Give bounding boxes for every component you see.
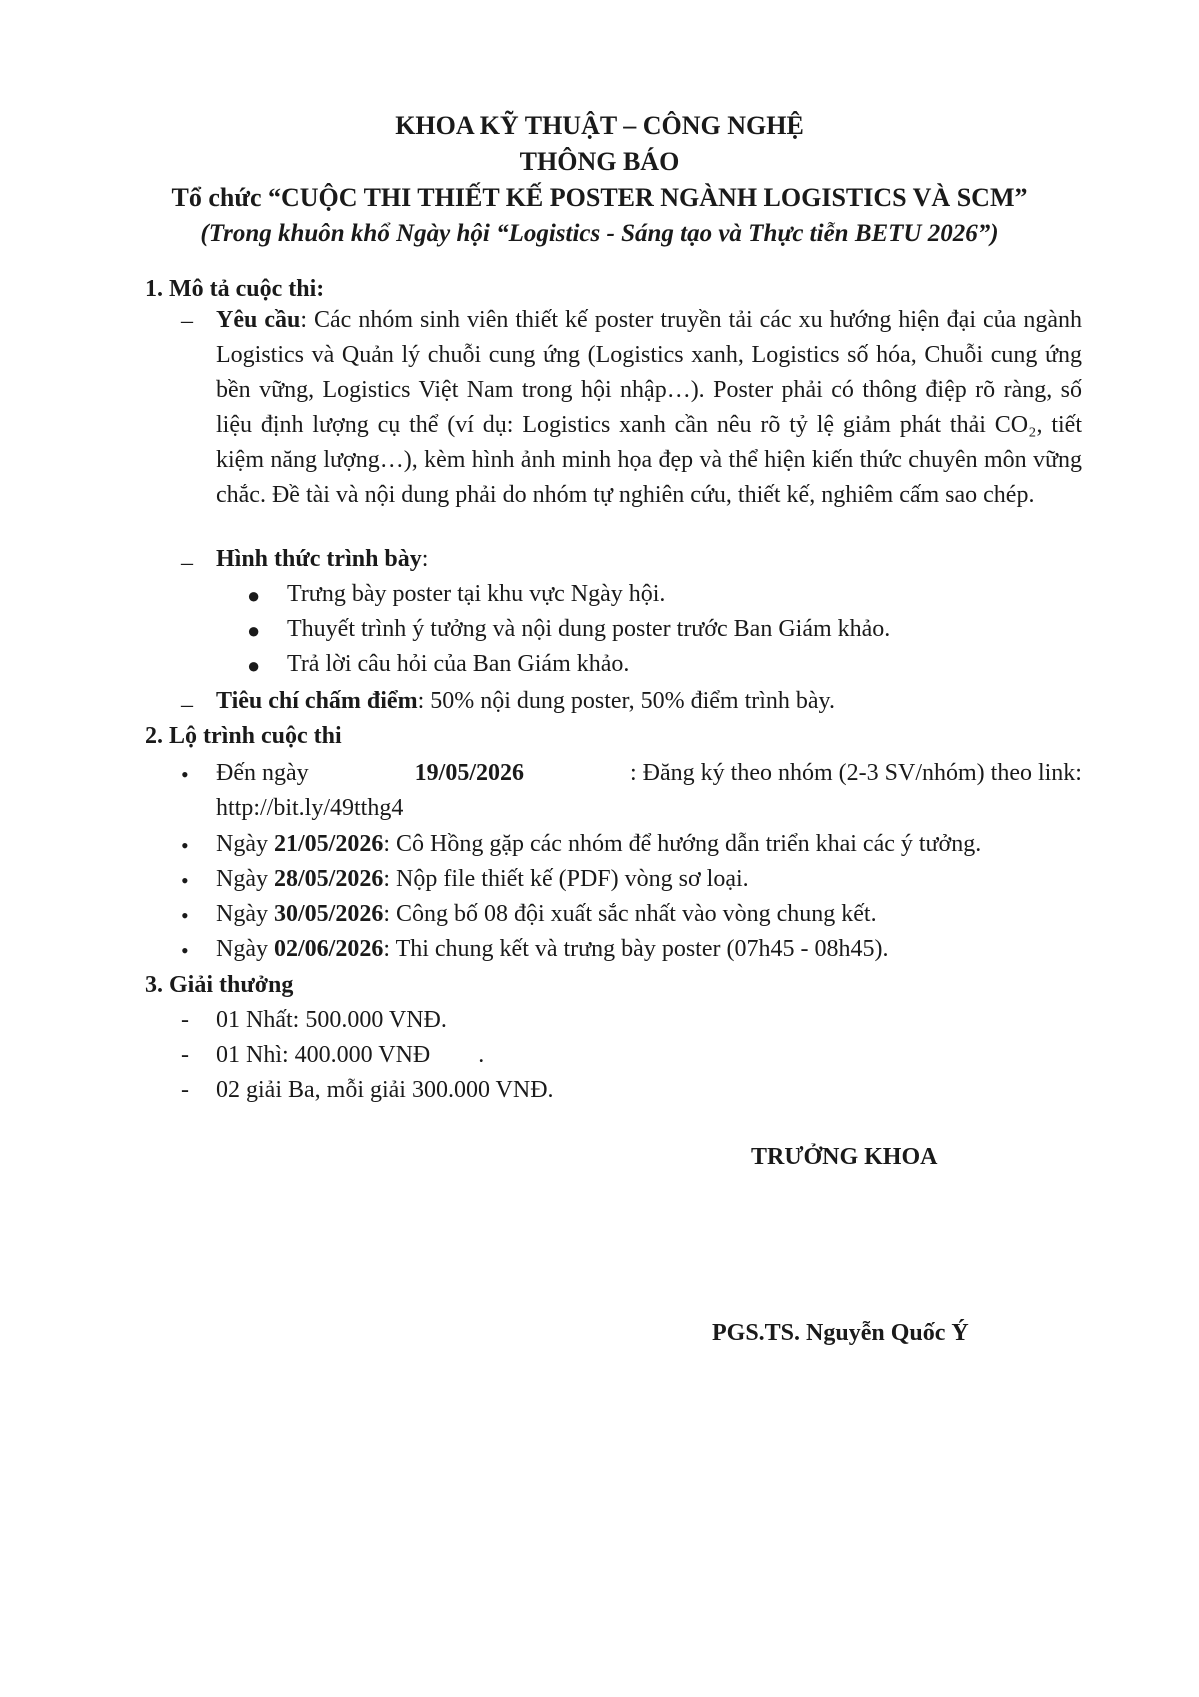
timeline-item [216,831,981,858]
timeline-item [216,760,1082,787]
dash-marker: – [181,550,193,576]
criteria-label: Tiêu chí chấm điểm [216,688,418,714]
section-2-title: 2. Lộ trình cuộc thi [145,723,342,749]
dash-marker: – [181,308,193,334]
signature-role: TRƯỞNG KHOA [751,1144,938,1170]
timeline-item [216,901,877,928]
timeline-prefix: Đến ngày [216,760,309,786]
document-subtitle: (Trong khuôn khổ Ngày hội “Logistics - Sáng tạo và Thực tiễn BETU 2026”) [200,220,999,247]
format-colon: : [421,546,429,572]
format-item: Thuyết trình ý tưởng và nội dung poster trước Ban Giám khảo. [287,616,891,642]
criteria-text: : 50% nội dung poster, 50% điểm trình bày. [417,688,835,714]
dash-marker: - [181,1042,189,1068]
notice-heading: THÔNG BÁO [519,147,680,176]
timeline-prefix: Ngày [216,866,274,892]
bullet-icon: • [181,938,189,963]
prize-item: 02 giải Ba, mỗi giải 300.000 VNĐ. [216,1077,554,1103]
bullet-icon: • [181,833,189,858]
timeline-text: : Cô Hồng gặp các nhóm để hướng dẫn triển khai các ý tưởng. [383,831,982,857]
dash-marker: – [181,692,193,718]
registration-link[interactable]: http://bit.ly/49tthg4 [216,795,404,821]
timeline-item [216,866,749,893]
bullet-icon: • [181,868,189,893]
prize-item: 01 Nhất: 500.000 VNĐ. [216,1007,447,1033]
timeline-date: 02/06/2026 [273,936,384,962]
bullet-icon: ● [247,583,261,608]
dash-marker: - [181,1007,189,1033]
timeline-date: 19/05/2026 [414,760,524,786]
timeline-text: : Thi chung kết và trưng bày poster (07h45 - 08h45). [383,936,889,962]
document-header [0,108,1199,252]
timeline-date: 21/05/2026 [273,831,384,857]
faculty-name: KHOA KỸ THUẬT – CÔNG NGHỆ [395,111,804,140]
dash-marker: - [181,1077,189,1103]
criteria-line [216,688,835,715]
requirement-text: : Các nhóm sinh viên thiết kế poster truyền tải các xu hướng hiện đại của ngành Logistics và Quản lý chuỗi cung ứng (Logistics xanh, Logistics số hóa, Chuỗi cung ứng bền vững, Logistics Việt Nam trong hội nhập…). Poster phải có thông điệp rõ ràng, số liệu định lượng cụ thể (ví dụ: Logistics xanh cần nêu rõ tỷ lệ giảm phát thải CO₂, tiết kiệm năng lượng…), kèm hình ảnh minh họa đẹp và thể hiện kiến thức chuyên môn vững chắc. Đề tài và nội dung phải do nhóm tự nghiên cứu, thiết kế, nghiêm cấm sao chép. [216,307,1082,508]
format-item: Trưng bày poster tại khu vực Ngày hội. [287,581,666,607]
bullet-icon: ● [247,653,261,678]
timeline-text: : Nộp file thiết kế (PDF) vòng sơ loại. [383,866,749,892]
timeline-text: : Đăng ký theo nhóm (2-3 SV/nhóm) theo link: [630,760,1082,786]
format-heading [216,546,428,573]
timeline-text: : Công bố 08 đội xuất sắc nhất vào vòng chung kết. [383,901,877,927]
format-item: Trả lời câu hỏi của Ban Giám khảo. [287,651,630,677]
timeline-date: 30/05/2026 [273,901,384,927]
requirement-paragraph [216,303,1082,513]
bullet-icon: • [181,903,189,928]
timeline-prefix: Ngày [216,901,274,927]
section-1-title: 1. Mô tả cuộc thi: [145,276,325,302]
timeline-prefix: Ngày [216,831,274,857]
document-title: Tổ chức “CUỘC THI THIẾT KẾ POSTER NGÀNH LOGISTICS VÀ SCM” [171,183,1028,212]
timeline-item [216,936,888,963]
bullet-icon: ● [247,618,261,643]
requirement-label: Yêu cầu [216,307,301,333]
bullet-icon: • [181,762,189,787]
section-3-title: 3. Giải thưởng [145,972,294,998]
timeline-prefix: Ngày [216,936,274,962]
signature-name: PGS.TS. Nguyễn Quốc Ý [712,1320,969,1346]
format-label: Hình thức trình bày [216,546,422,572]
prize-item: 01 Nhì: 400.000 VNĐ . [216,1042,485,1068]
timeline-date: 28/05/2026 [273,866,384,892]
